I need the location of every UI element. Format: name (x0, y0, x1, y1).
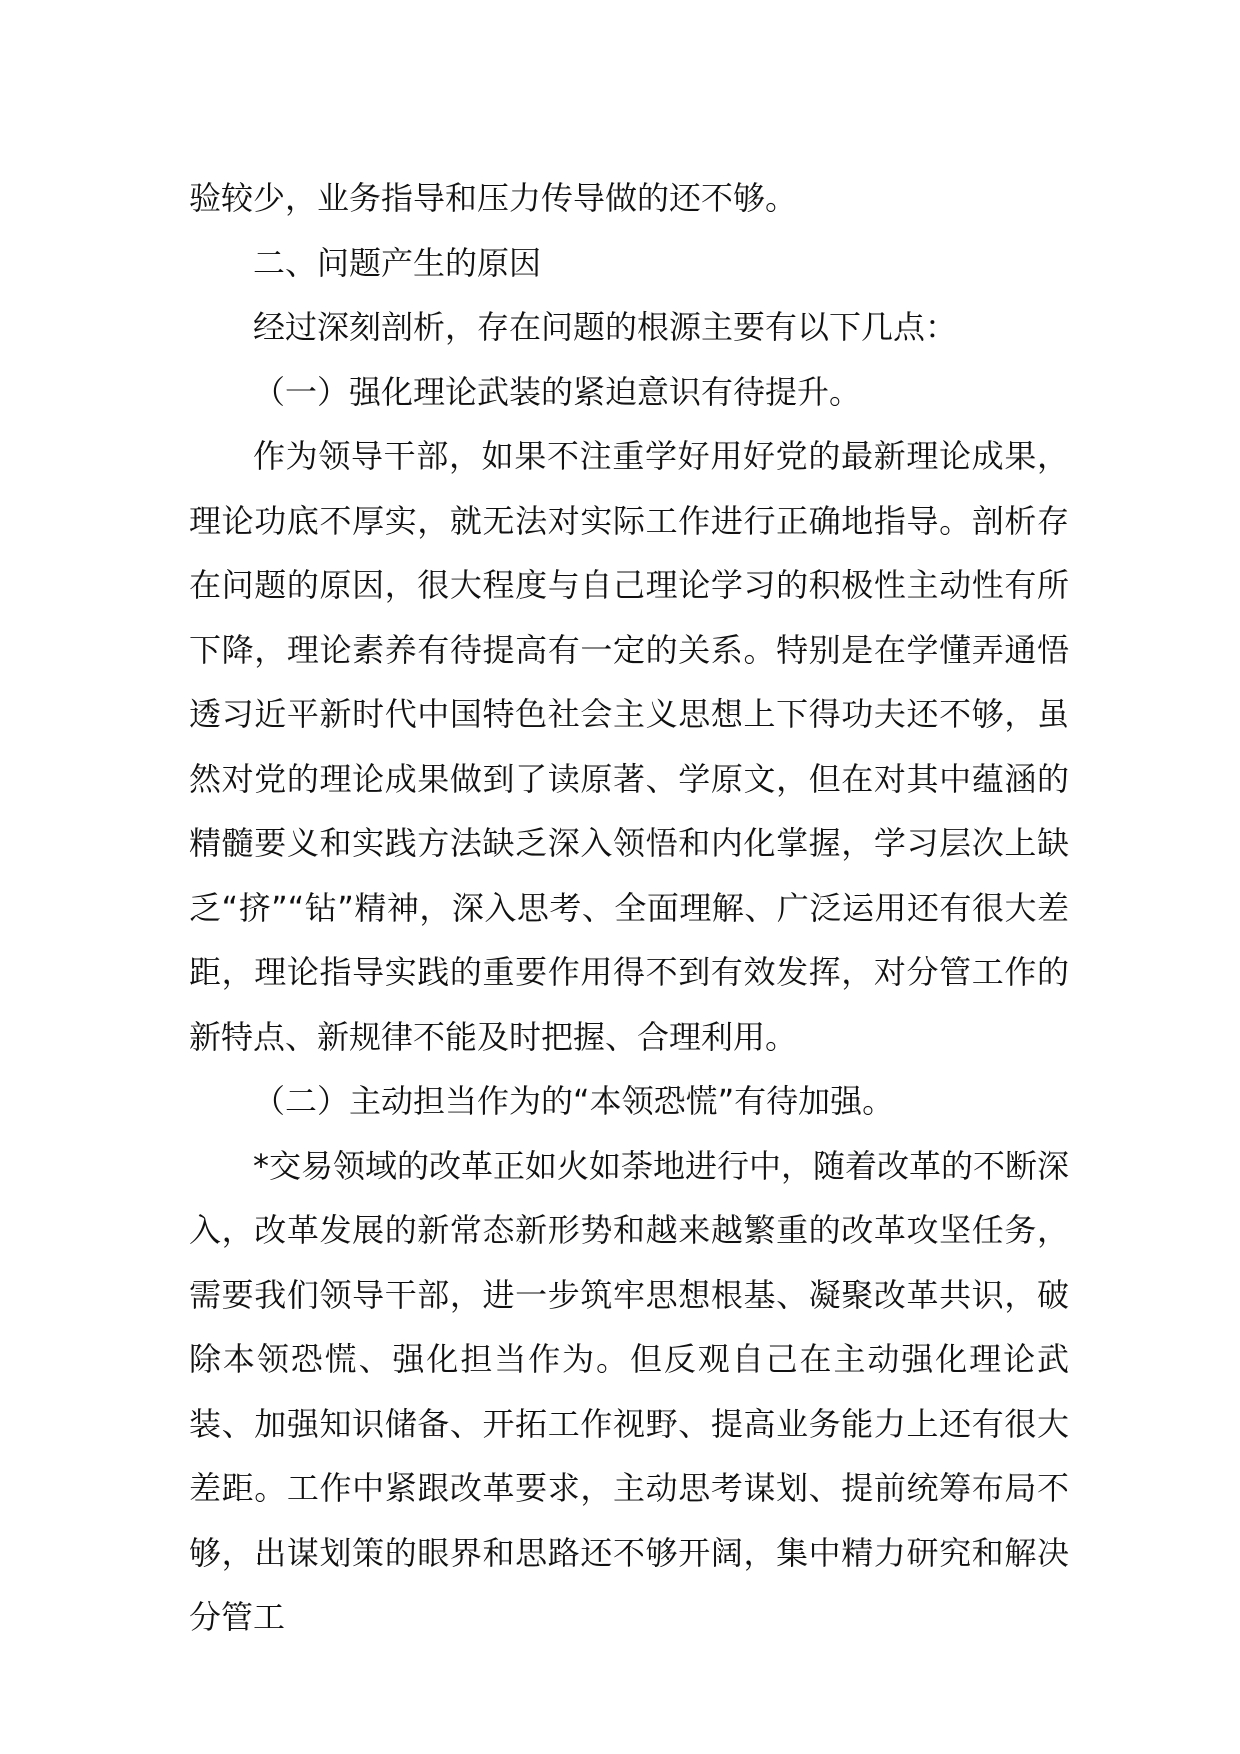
paragraph-continuation: 验较少，业务指导和压力传导做的还不够。 (189, 179, 798, 217)
subsection-heading-2: （二）主动担当作为的“本领恐慌”有待加强。 (253, 1082, 895, 1120)
section-heading: 二、问题产生的原因 (253, 243, 542, 282)
document-body (189, 166, 1069, 1650)
paragraph-body-1: 作为领导干部，如果不注重学好用好党的最新理论成果，理论功底不厚实，就无法对实际工作进行正确地指导。剖析存在问题的原因，很大程度与自己理论学习的积极性主动性有所下降，理论素养有待提高有一定的关系。特别是在学懂弄通悟透习近平新时代中国特色社会主义思想上下得功夫还不够，虽然对党的理论成果做到了读原著、学原文，但在对其中蕴涵的精髓要义和实践方法缺乏深入领悟和内化掌握，学习层次上缺乏“挤”“钻”精神，深入思考、全面理解、广泛运用还有很大差距，理论指导实践的重要作用得不到有效发挥，对分管工作的新特点、新规律不能及时把握、合理利用。 (189, 437, 1069, 1056)
paragraph-intro: 经过深刻剖析，存在问题的根源主要有以下几点： (253, 308, 958, 346)
subsection-heading-1: （一）强化理论武装的紧迫意识有待提升。 (253, 372, 862, 411)
paragraph-body-2: *交易领域的改革正如火如荼地进行中，随着改革的不断深入，改革发展的新常态新形势和越来越繁重的改革攻坚任务，需要我们领导干部，进一步筑牢思想根基、凝聚改革共识，破除本领恐慌、强化担当作为。但反观自己在主动强化理论武装、加强知识储备、开拓工作视野、提高业务能力上还有很大差距。工作中紧跟改革要求，主动思考谋划、提前统筹布局不够，出谋划策的眼界和思路还不够开阔，集中精力研究和解决分管工 (189, 1146, 1070, 1636)
